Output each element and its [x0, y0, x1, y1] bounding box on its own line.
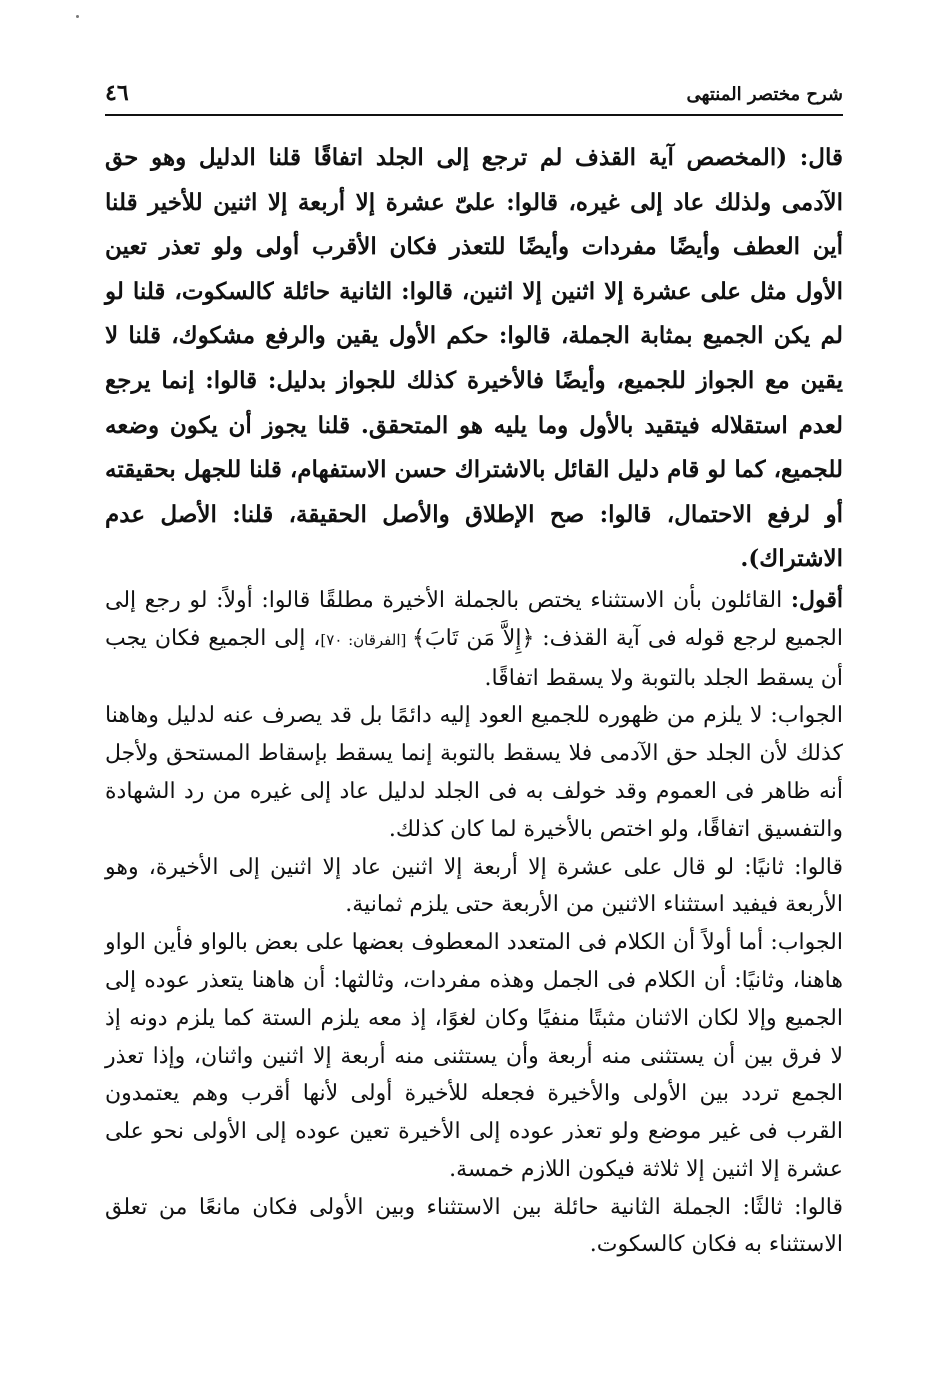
commentary-paragraph: قالوا: ثانيًا: لو قال على عشرة إلا أربعة إلا اثنين عاد إلا اثنين إلى الأخيرة، وهو الأربعة فيفيد استثناء الاثنين من الأربعة حتى يلزم ثمانية.: [105, 854, 843, 918]
commentary-paragraph: الجواب: لا يلزم من ظهوره للجميع العود إليه دائمًا بل قد يصرف عنه لدليل وهاهنا كذلك لأن الجلد حق الآدمى فلا يسقط بالتوبة إنما يسقط بإسقاط المستحق ولأجل أنه ظاهر فى العموم وقد خولف به فى الجلد لدليل عاد إلى غيره من رد الشهادة والتفسيق اتفاقًا، ولو اختص بالأخيرة لما كان كذلك.: [105, 703, 843, 842]
commentary-paragraph: الجواب: أما أولاً أن الكلام فى المتعدد المعطوف بعضها على بعض بالواو فأين الواو هاهنا، وثانيًا: أن الكلام فى الجمل وهذه مفردات، وثالثها: أن هاهنا يتعذر عوده إلى الجميع وإلا لكان الاثنان مثبتًا منفيًا وكان لغوًا، إذ معه يلزم الستة كما يلزم دونه إذ لا فرق بين أن يستثنى منه أربعة وأن يستثنى منه أربعة إلا اثنين واثنان، وإذا تعذر الجمع تردد بين الأولى والأخيرة فجعله للأخيرة أولى لأنها أقرب وهم يعتمدون القرب فى غير موضع ولو تعذر عوده إلى الأخيرة تعين عوده إلى الأولى نحو على عشرة إلا اثنين إلا ثلاثة فيكون اللازم خمسة.: [105, 930, 843, 1182]
scan-speck: [76, 15, 79, 18]
running-title: شرح مختصر المنتهى: [686, 84, 843, 105]
paragraph-text: ، إلى الجميع فكان يجب أن يسقط الجلد بالتوبة ولا يسقط اتفاقًا.: [105, 625, 843, 691]
page-body: [105, 136, 843, 1264]
paragraph-text: القائلون بأن الاستثناء يختص بالجملة الأخيرة مطلقًا قالوا: أولاً: لو رجع إلى الجميع لرجع قوله فى آية القذف:: [105, 587, 843, 651]
book-page: [105, 78, 843, 1348]
matn-paragraph: قال: (المخصص آية القذف لم ترجع إلى الجلد اتفاقًا قلنا الدليل وهو حق الآدمى ولذلك عاد إلى غيره، قالوا: علىّ عشرة إلا أربعة إلا اثنين للأخير قلنا أين العطف وأيضًا مفردات وأيضًا للتعذر فكان الأقرب أولى ولو تعذر تعين الأول مثل على عشرة إلا اثنين إلا اثنين، قالوا: الثانية حائلة كالسكوت، قلنا لو لم يكن الجميع بمثابة الجملة، قالوا: حكم الأول يقين والرفع مشكوك، قلنا لا يقين مع الجواز للجميع، وأيضًا فالأخيرة كذلك للجواز بدليل: قالوا: إنما يرجع لعدم استقلاله فيتقيد بالأول وما يليه هو المتحقق. قلنا يجوز أن يكون وضعه للجميع، كما لو قام دليل القائل بالاشتراك حسن الاستفهام، قلنا للجهل بحقيقته أو لرفع الاحتمال، قالوا: صح الإطلاق والأصل الحقيقة، قلنا: الأصل عدم الاشتراك).: [105, 144, 843, 573]
quran-verse: ﴿إِلاَّ مَن تَابَ﴾: [412, 625, 535, 651]
commentary-paragraph: قالوا: ثالثًا: الجملة الثانية حائلة بين الاستثناء وبين الأولى فكان مانعًا من تعلق الاستثناء به فكان كالسكوت.: [105, 1194, 843, 1258]
verse-reference: [الفرقان: ٧٠]: [320, 630, 413, 649]
page-header: [105, 78, 843, 116]
commentary-paragraph: [105, 582, 843, 697]
page-number: ٤٦: [105, 80, 129, 106]
paragraph-lead: أقول:: [790, 586, 843, 613]
